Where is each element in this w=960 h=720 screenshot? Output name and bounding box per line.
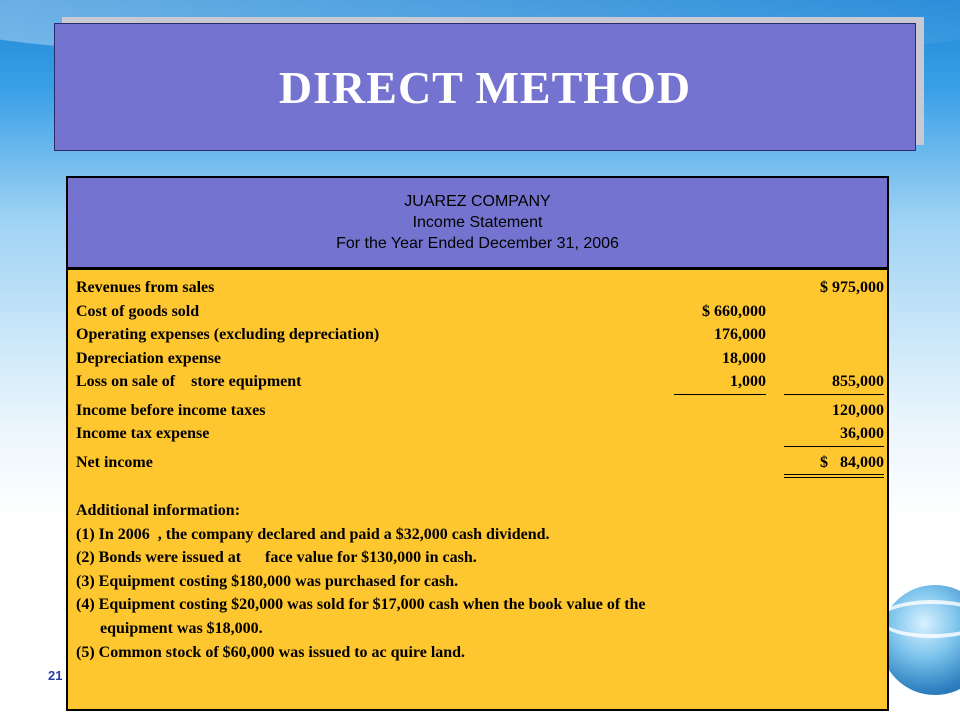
row-label: Depreciation expense [76,349,222,367]
row-col2: 36,000 [784,422,884,447]
additional-item: (5) Common stock of $60,000 was issued to ac quire land. [76,643,466,661]
additional-heading: Additional information: [76,502,241,519]
statement-row-loss-on-sale [76,370,886,394]
row-col2: 120,000 [832,401,884,419]
additional-item: (1) In 2006 , the company declared and paid a $32,000 cash dividend. [76,525,550,543]
row-label: Operating expenses (excluding depreciation) [76,326,380,343]
row-col2: $ 975,000 [820,279,884,296]
row-col2: $ 84,000 [784,451,884,479]
statement-header [68,178,887,270]
statement-row-revenues [76,276,886,300]
slide-title-box [54,23,916,151]
slide-title: DIRECT METHOD [278,61,692,113]
statement-rows [76,276,886,474]
report-name: Income Statement [412,214,543,231]
additional-item: (3) Equipment costing $180,000 was purchased for cash. [76,572,459,590]
statement-row-income-tax [76,422,886,446]
statement-row-income-before-taxes [76,399,886,423]
income-statement [66,176,889,711]
row-label: Loss on sale of store equipment [76,373,302,390]
row-label: Revenues from sales [76,279,215,296]
row-label: Cost of goods sold [76,302,200,320]
row-col1: 176,000 [714,326,766,343]
statement-row-cogs [76,300,886,324]
row-col1: 1,000 [674,370,766,395]
statement-row-depreciation [76,347,886,371]
additional-information [76,499,876,664]
row-label: Net income [76,453,153,471]
page-number: 21 [48,668,63,683]
additional-item: equipment was $18,000. [76,619,263,637]
statement-row-operating-expenses [76,323,886,347]
report-period: For the Year Ended December 31, 2006 [336,235,619,252]
row-col1: 18,000 [722,349,766,367]
row-col2: 855,000 [784,370,884,395]
row-col1: $ 660,000 [702,302,766,320]
row-label: Income before income taxes [76,401,266,419]
company-name: JUAREZ COMPANY [404,193,551,210]
statement-row-net-income [76,451,886,475]
additional-item: (4) Equipment costing $20,000 was sold for $17,000 cash when the book value of the [76,596,646,614]
row-label: Income tax expense [76,425,210,442]
additional-item: (2) Bonds were issued at face value for $130,000 in cash. [76,549,477,567]
